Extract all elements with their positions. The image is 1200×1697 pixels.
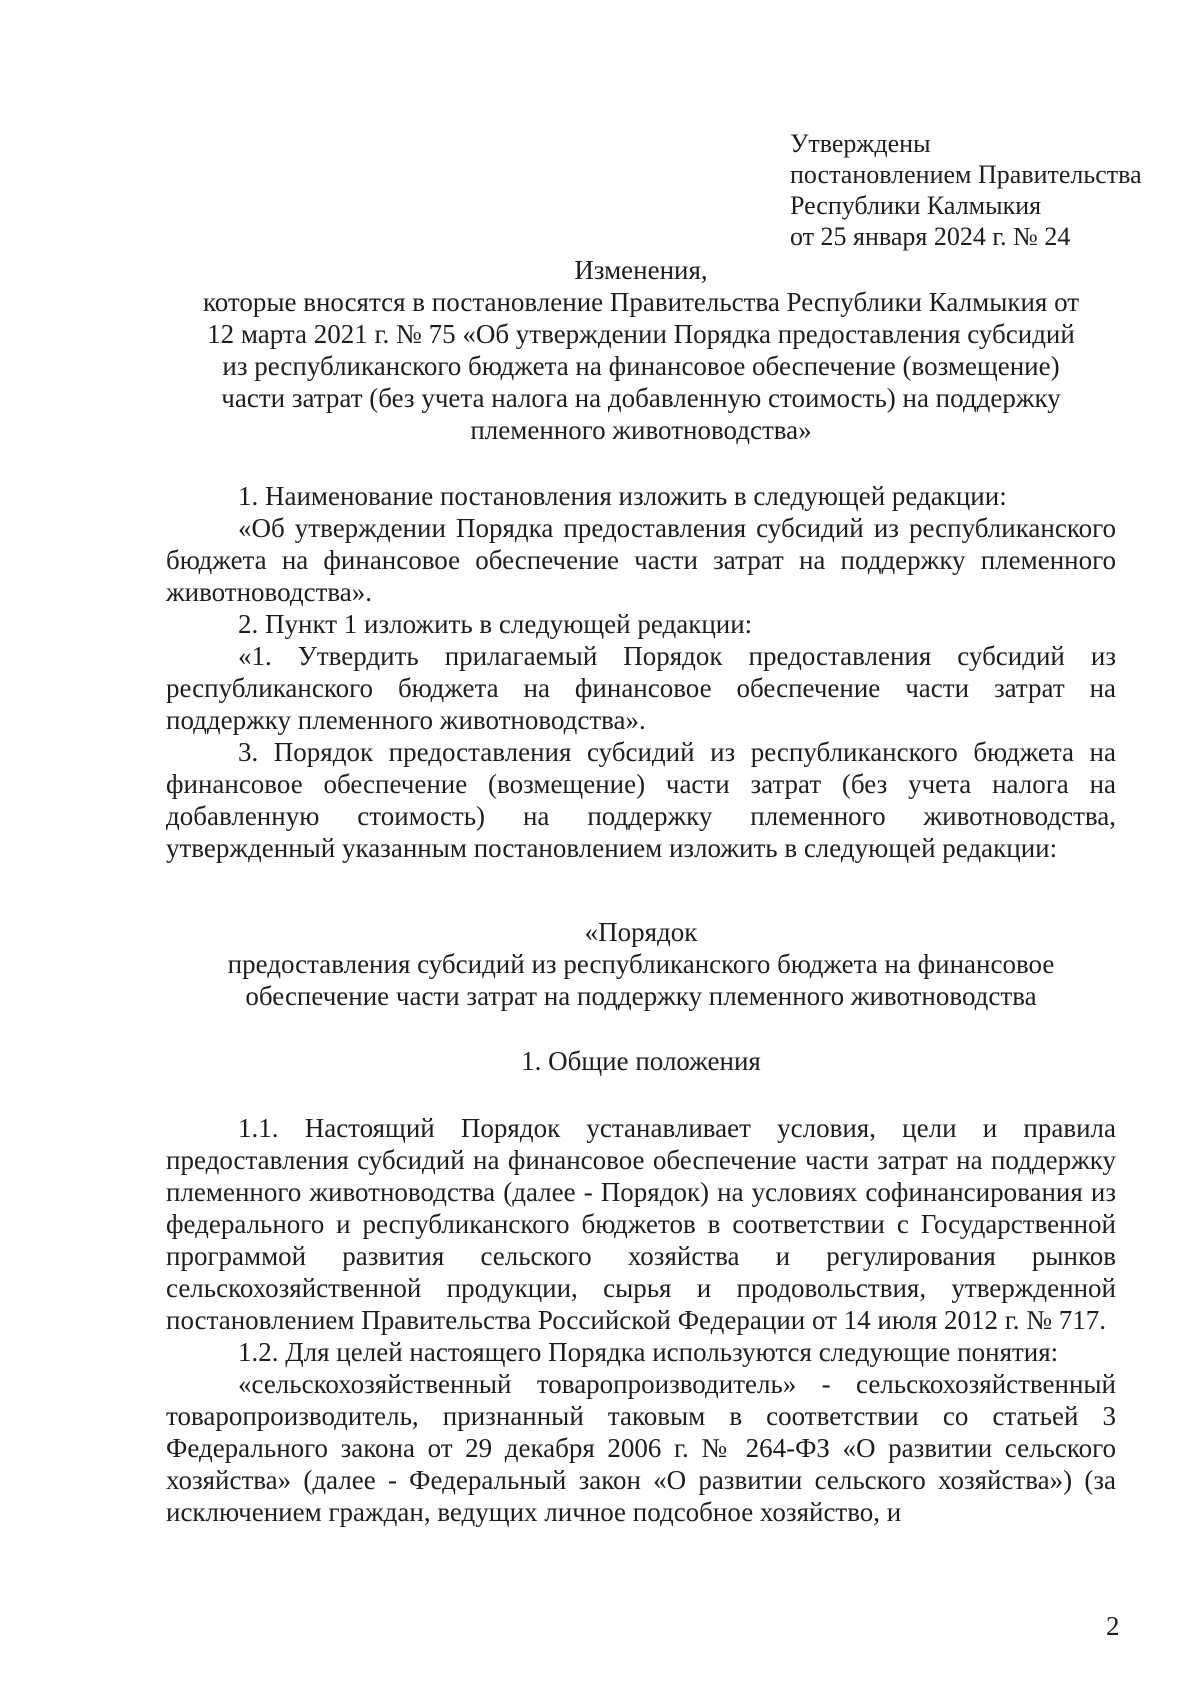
title-line: 12 марта 2021 г. № 75 «Об утверждении Порядка предоставления субсидий [207, 319, 1075, 349]
paragraph-1-2: 1.2. Для целей настоящего Порядка используются следующие понятия: [238, 1337, 1059, 1367]
approval-stamp [790, 128, 1170, 252]
amendment-quote-1: «Об утверждении Порядка предоставления субсидий из республиканского бюджета на финансовое обеспечение части затрат на поддержку племенного животноводства». [166, 513, 1116, 607]
amendments-section [166, 480, 1116, 864]
title-line: Изменения, [574, 255, 708, 285]
paragraph-1-2-definition: «сельскохозяйственный товаропроизводитель» - сельскохозяйственный товаропроизводитель, признанный таковым в соответствии со статьей 3 Федерального закона от 29 декабря 2006 г. № 264-ФЗ «О развитии сельского хозяйства» (далее - Федеральный закон «О развитии сельского хозяйства») (за исключением граждан, ведущих личное подсобное хозяйство, и [166, 1369, 1116, 1527]
order-title-line: «Порядок [584, 917, 698, 947]
page-number: 2 [1106, 1611, 1120, 1641]
section-heading [166, 1045, 1116, 1077]
amendment-quote-2: «1. Утвердить прилагаемый Порядок предоставления субсидий из республиканского бюджета на финансовое обеспечение части затрат на поддержку племенного животноводства». [166, 641, 1116, 735]
section-heading-text: 1. Общие положения [521, 1046, 761, 1076]
approval-line: постановлением Правительства [790, 160, 1142, 189]
amendment-item-3: 3. Порядок предоставления субсидий из республиканского бюджета на финансовое обеспечение (возмещение) части затрат (без учета налога на добавленную стоимость) на поддержку племенного животноводства, утвержденный указанным постановлением изложить в следующей редакции: [166, 737, 1116, 863]
order-title-line: обеспечение части затрат на поддержку племенного животноводства [245, 981, 1037, 1011]
document-title [166, 254, 1116, 446]
title-line: части затрат (без учета налога на добавленную стоимость) на поддержку [221, 383, 1061, 413]
approval-date: от 25 января 2024 г. № 24 [790, 222, 1071, 251]
title-line: из республиканского бюджета на финансовое обеспечение (возмещение) [222, 351, 1060, 381]
title-line: которые вносятся в постановление Правительства Республики Калмыкия от [202, 287, 1080, 317]
paragraph-1-1: 1.1. Настоящий Порядок устанавливает условия, цели и правила предоставления субсидий на финансовое обеспечение части затрат на поддержку племенного животноводства (далее - Порядок) на условиях софинансирования из федерального и республиканского бюджетов в соответствии с Государственной программой развития сельского хозяйства и регулирования рынков сельскохозяйственной продукции, сырья и продовольствия, утвержденной постановлением Правительства Российской Федерации от 14 июля 2012 г. № 717. [166, 1113, 1116, 1335]
order-title-line: предоставления субсидий из республиканского бюджета на финансовое [227, 949, 1055, 979]
title-line: племенного животноводства» [470, 415, 812, 445]
approval-line: Республики Калмыкия [790, 191, 1042, 220]
general-provisions [166, 1112, 1116, 1528]
order-title [166, 916, 1116, 1012]
amendment-item-2: 2. Пункт 1 изложить в следующей редакции: [238, 609, 753, 639]
amendment-item-1: 1. Наименование постановления изложить в следующей редакции: [238, 481, 1007, 511]
approval-line: Утверждены [790, 129, 931, 158]
